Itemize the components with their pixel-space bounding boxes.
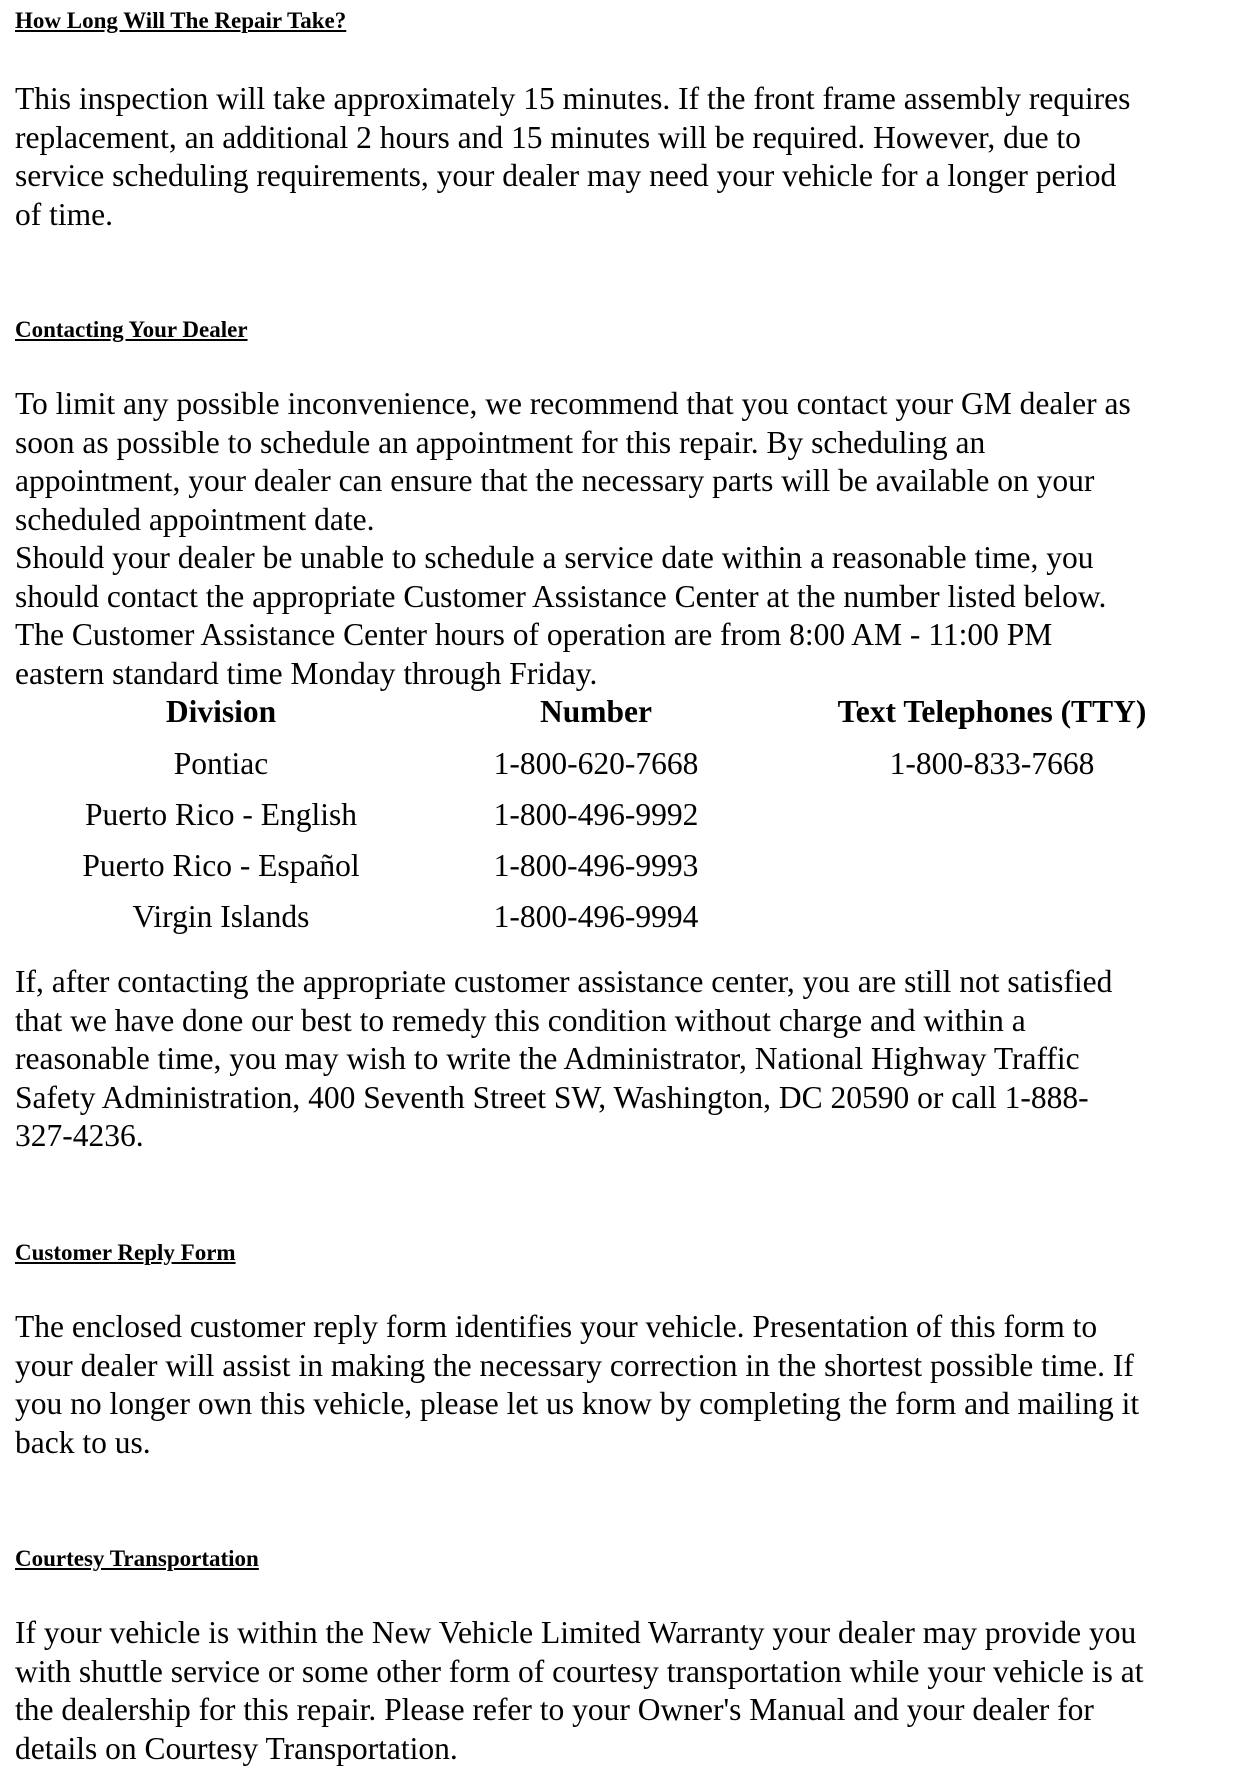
table-cell-division: Virgin Islands <box>133 898 310 936</box>
table-cell-number: 1-800-620-7668 <box>494 745 699 783</box>
text-line: should contact the appropriate Customer Assistance Center at the number listed below. <box>15 578 1240 617</box>
paragraph-repair-time <box>15 80 1240 234</box>
text-line: details on Courtesy Transportation. <box>15 1730 1240 1768</box>
text-line: The Customer Assistance Center hours of operation are from 8:00 AM - 11:00 PM <box>15 616 1240 655</box>
text-line: This inspection will take approximately 15 minutes. If the front frame assembly requires <box>15 80 1240 119</box>
text-line: of time. <box>15 196 1240 235</box>
paragraph-nhtsa <box>15 963 1240 1156</box>
text-line: To limit any possible inconvenience, we recommend that you contact your GM dealer as <box>15 385 1240 424</box>
text-line: replacement, an additional 2 hours and 15 minutes will be required. However, due to <box>15 119 1240 158</box>
table-cell-tty: 1-800-833-7668 <box>890 745 1095 783</box>
table-header-number: Number <box>540 693 652 731</box>
heading-repair-time: How Long Will The Repair Take? <box>15 8 346 34</box>
text-line: the dealership for this repair. Please refer to your Owner's Manual and your dealer for <box>15 1691 1240 1730</box>
heading-reply-form: Customer Reply Form <box>15 1240 236 1266</box>
text-line: your dealer will assist in making the necessary correction in the shortest possible time. If <box>15 1347 1240 1386</box>
table-cell-division: Pontiac <box>174 745 269 783</box>
text-line: that we have done our best to remedy this condition without charge and within a <box>15 1002 1240 1041</box>
text-line: with shuttle service or some other form of courtesy transportation while your vehicle is at <box>15 1653 1240 1692</box>
table-cell-number: 1-800-496-9994 <box>494 898 699 936</box>
text-line: scheduled appointment date. <box>15 501 1240 540</box>
text-line: Safety Administration, 400 Seventh Street SW, Washington, DC 20590 or call 1-888- <box>15 1079 1240 1118</box>
text-line: 327-4236. <box>15 1117 1240 1156</box>
text-line: eastern standard time Monday through Friday. <box>15 655 1240 694</box>
text-line: appointment, your dealer can ensure that the necessary parts will be available on your <box>15 462 1240 501</box>
table-header-tty: Text Telephones (TTY) <box>838 693 1147 731</box>
text-line: you no longer own this vehicle, please let us know by completing the form and mailing it <box>15 1385 1240 1424</box>
text-line: soon as possible to schedule an appointment for this repair. By scheduling an <box>15 424 1240 463</box>
paragraph-contacting-dealer <box>15 385 1240 693</box>
text-line: If your vehicle is within the New Vehicle Limited Warranty your dealer may provide you <box>15 1614 1240 1653</box>
heading-contacting-dealer: Contacting Your Dealer <box>15 317 248 343</box>
table-cell-division: Puerto Rico - English <box>85 796 357 834</box>
table-header-division: Division <box>166 693 276 731</box>
text-line: Should your dealer be unable to schedule a service date within a reasonable time, you <box>15 539 1240 578</box>
text-line: reasonable time, you may wish to write the Administrator, National Highway Traffic <box>15 1040 1240 1079</box>
text-line: service scheduling requirements, your dealer may need your vehicle for a longer period <box>15 157 1240 196</box>
heading-courtesy-transportation: Courtesy Transportation <box>15 1546 259 1572</box>
assistance-center-table <box>0 693 1248 953</box>
text-line: The enclosed customer reply form identifies your vehicle. Presentation of this form to <box>15 1308 1240 1347</box>
paragraph-courtesy-transportation <box>15 1614 1240 1768</box>
table-cell-number: 1-800-496-9993 <box>494 847 699 885</box>
table-cell-number: 1-800-496-9992 <box>494 796 699 834</box>
table-cell-division: Puerto Rico - Español <box>82 847 359 885</box>
paragraph-reply-form <box>15 1308 1240 1462</box>
text-line: If, after contacting the appropriate customer assistance center, you are still not satisfied <box>15 963 1240 1002</box>
text-line: back to us. <box>15 1424 1240 1463</box>
